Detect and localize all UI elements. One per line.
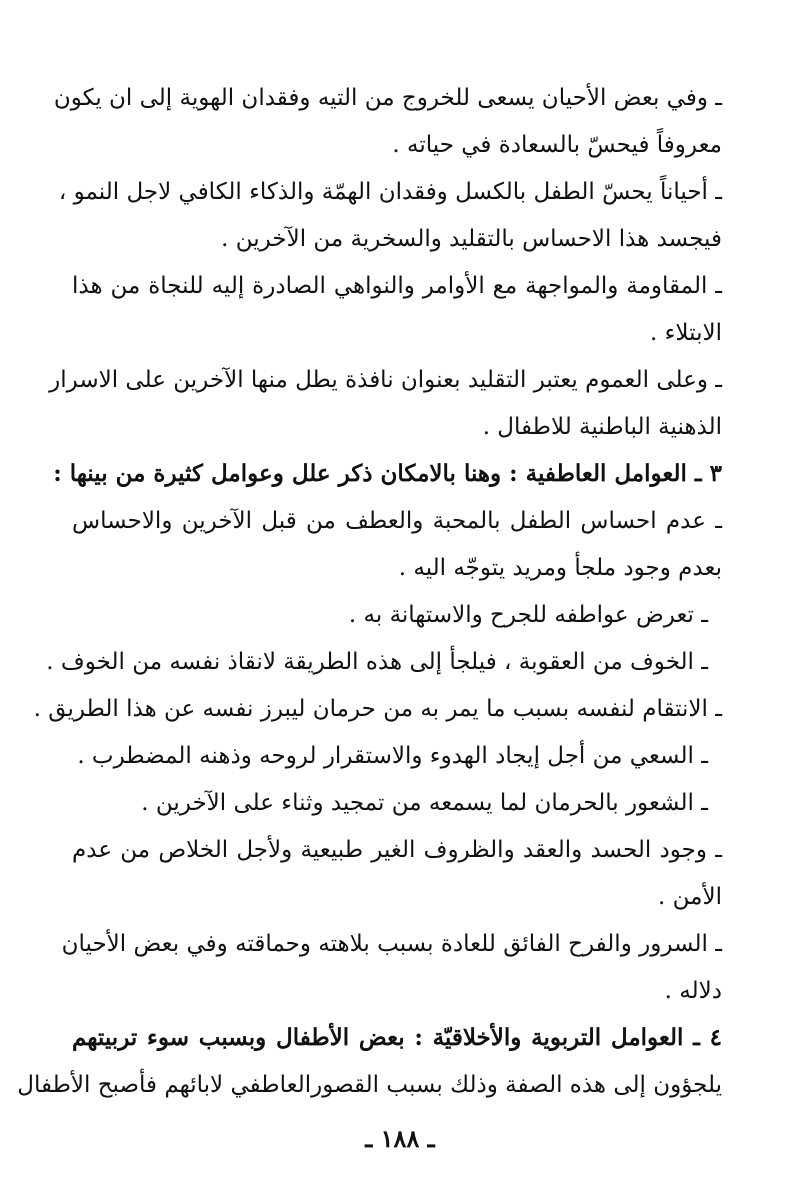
text-line: ـ المقاومة والمواجهة مع الأوامر والنواهي الصادرة إليه للنجاة من هذا: [72, 273, 722, 299]
text-line: فيجسد هذا الاحساس بالتقليد والسخرية من الآخرين .: [221, 226, 722, 252]
text-line: ـ وفي بعض الأحيان يسعى للخروج من التيه وفقدان الهوية إلى ان يكون: [53, 85, 722, 111]
text-line: ـ وجود الحسد والعقد والظروف الغير طبيعية ولأجل الخلاص من عدم: [72, 837, 722, 863]
section-heading-line: ٣ ـ العوامل العاطفية : وهنا بالامكان ذكر علل وعوامل كثيرة من بينها :: [53, 460, 722, 487]
text-line: ـ وعلى العموم يعتبر التقليد بعنوان نافذة يطل منها الآخرين على الاسرار: [49, 367, 722, 393]
text-line: ـ الخوف من العقوبة ، فيلجأ إلى هذه الطريقة لانقاذ نفسه من الخوف .: [46, 649, 708, 675]
text-line: ـ الشعور بالحرمان لما يسمعه من تمجيد وثناء على الآخرين .: [141, 790, 708, 816]
text-line: بعدم وجود ملجأ ومريد يتوجّه اليه .: [398, 555, 722, 581]
text-line: الابتلاء .: [649, 320, 722, 346]
text-line: ـ عدم احساس الطفل بالمحبة والعطف من قبل الآخرين والاحساس: [72, 508, 722, 534]
text-line: ـ تعرض عواطفه للجرح والاستهانة به .: [348, 602, 708, 628]
text-line: يلجؤون إلى هذه الصفة وذلك بسبب القصورالعاطفي لابائهم فأصبح الأطفال: [17, 1072, 722, 1098]
section-heading-line: ٤ ـ العوامل التربوية والأخلاقيّة : بعض الأطفال وبسبب سوء تربيتهم: [72, 1024, 722, 1051]
text-line: ـ الانتقام لنفسه بسبب ما يمر به من حرمان ليبرز نفسه عن هذا الطريق .: [33, 696, 722, 722]
page-number: ـ ١٨٨ ـ: [365, 1124, 435, 1153]
text-line: الأمن .: [658, 884, 722, 910]
text-line: معروفاً فيحسّ بالسعادة في حياته .: [392, 132, 722, 158]
text-line: الذهنية الباطنية للاطفال .: [482, 414, 722, 440]
text-line: ـ أحياناً يحسّ الطفل بالكسل وفقدان الهمّة والذكاء الكافي لاجل النمو ،: [58, 179, 722, 205]
text-line: ـ السعي من أجل إيجاد الهدوء والاستقرار لروحه وذهنه المضطرب .: [77, 743, 708, 769]
text-line: دلاله .: [664, 978, 722, 1004]
text-line: ـ السرور والفرح الفائق للعادة بسبب بلاهته وحماقته وفي بعض الأحيان: [61, 931, 722, 957]
